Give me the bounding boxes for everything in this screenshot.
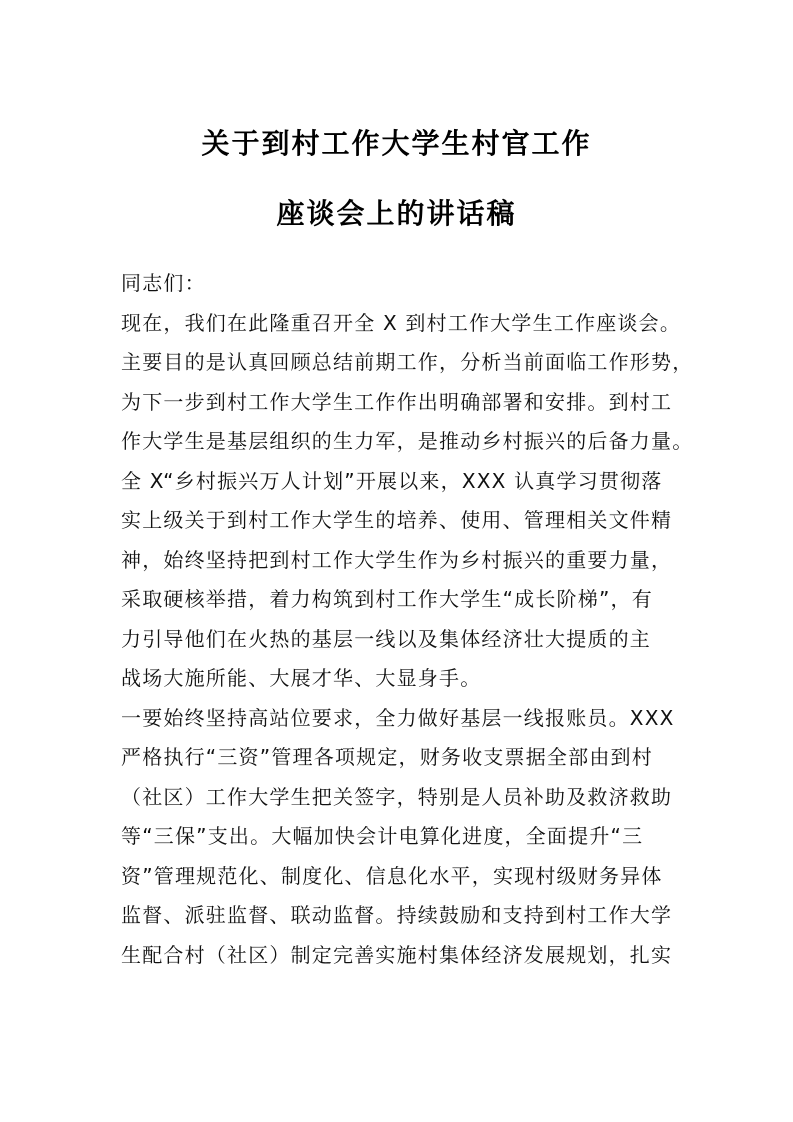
document-title-line-2: 座谈会上的讲话稿: [276, 197, 517, 230]
body-line: 全 X“乡村振兴万人计划”开展以来，XXX 认真学习贯彻落: [121, 468, 663, 493]
body-line: 战场大施所能、大展才华、大显身手。: [121, 666, 482, 690]
body-line: 主要目的是认真回顾总结前期工作，分析当前面临工作形势，: [121, 350, 694, 374]
body-line: 实上级关于到村工作大学生的培养、使用、管理相关文件精: [121, 508, 673, 532]
salutation: 同志们：: [121, 271, 206, 295]
document-title-line-1: 关于到村工作大学生村官工作: [201, 127, 592, 160]
body-line: 神，始终坚持把到村工作大学生作为乡村振兴的重要力量，: [121, 547, 673, 572]
body-line: 为下一步到村工作大学生工作作出明确部署和安排。到村工: [121, 389, 673, 414]
body-line: 生配合村（社区）制定完善实施村集体经济发展规划，扎实: [121, 942, 673, 967]
body-line: 力引导他们在火热的基层一线以及集体经济壮大提质的主: [121, 626, 651, 651]
body-line: 监督、派驻监督、联动监督。持续鼓励和支持到村工作大学: [121, 903, 673, 927]
body-line: （社区）工作大学生把关签字，特别是人员补助及救济救助: [121, 784, 673, 809]
body-line: 资”管理规范化、制度化、信息化水平，实现村级财务异体: [121, 863, 663, 888]
body-line: 等“三保”支出。大幅加快会计电算化进度，全面提升“三: [121, 824, 644, 848]
body-line: 一要始终坚持高站位要求，全力做好基层一线报账员。XXX: [121, 705, 675, 730]
body-line: 作大学生是基层组织的生力军，是推动乡村振兴的后备力量。: [121, 429, 694, 453]
document-body: [121, 264, 694, 975]
body-line: 严格执行“三资”管理各项规定，财务收支票据全部由到村: [121, 745, 653, 769]
body-line: 采取硬核举措，着力构筑到村工作大学生“成长阶梯”，有: [121, 587, 653, 611]
body-line: 现在，我们在此隆重召开全 X 到村工作大学生工作座谈会。: [121, 310, 682, 335]
